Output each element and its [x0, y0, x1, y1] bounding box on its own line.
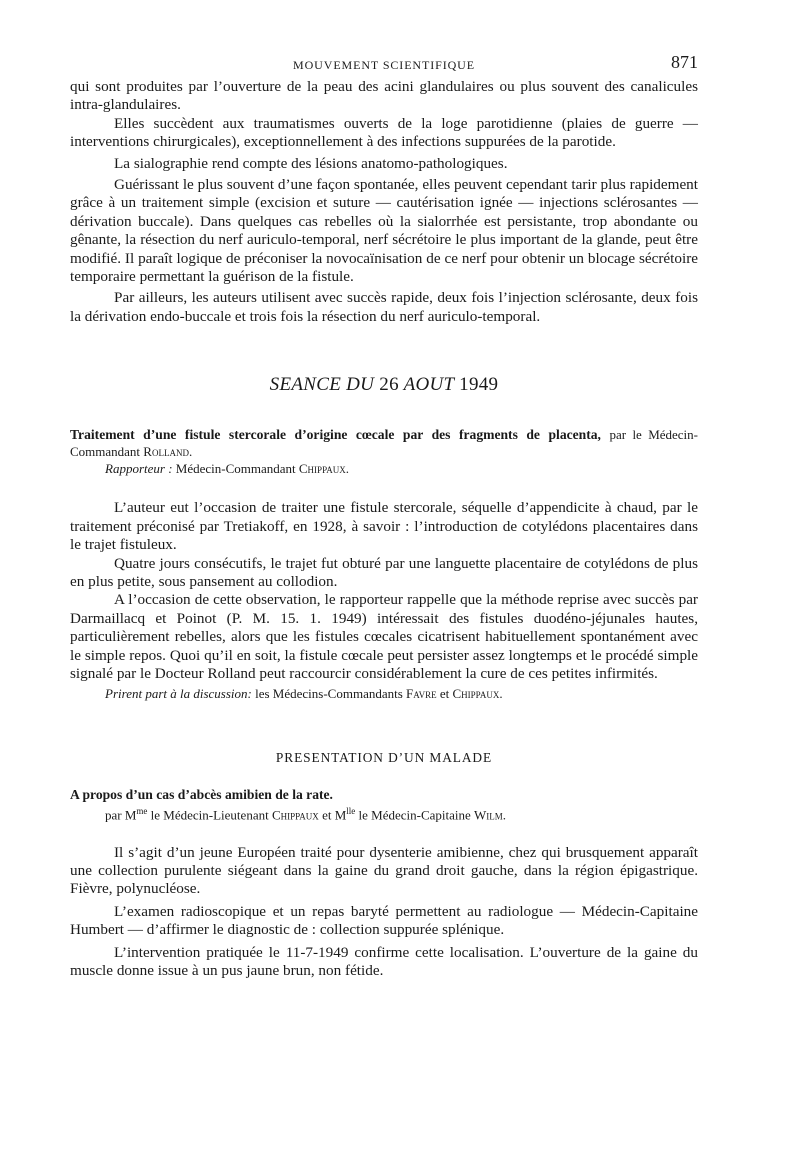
reporter-rank: Médecin-Commandant — [175, 461, 296, 477]
case-authors-and: et M — [318, 807, 347, 823]
session-title — [70, 374, 698, 396]
paragraph: Quatre jours consécutifs, le trajet fut obturé par une languette placentaire de cotylédons de plus en plus petite, sous pansement au collodion. — [70, 554, 698, 590]
article-author-name: Rolland. — [143, 444, 193, 460]
paragraph: L’auteur eut l’occasion de traiter une fistule stercorale, séquelle d’appendicite à chaud, par le traitement préconisé par Tretiakoff, en 1928, à savoir : l’introduction de cotylédons placentaires dans le trajet fistuleux. — [70, 499, 698, 554]
paragraph: Par ailleurs, les auteurs utilisent avec succès rapide, deux fois l’injection sclérosante, deux fois la dérivation endo-buccale et trois fois la résection du nerf auriculo-temporal. — [70, 289, 698, 325]
running-head: MOUVEMENT SCIENTIFIQUE — [293, 58, 475, 72]
discussion-text: les Médecins-Commandants — [255, 686, 403, 702]
case-authors-prefix: par M — [105, 807, 137, 823]
paragraph: Guérissant le plus souvent d’une façon spontanée, elles peuvent cependant tarir plus rapidement grâce à un traitement simple (excision et suture — cautérisation ignée — injections sclérosantes — dérivation buccale). Dans quelques cas rebelles où la sialorrhée est persistante, trop abondante ou gênante, la résection du nerf auriculo-temporal, nerf sécrétoire le plus important de la glande, peut être modifié. Il paraît logique de préconiser la novocaïnisation de ce nerf pour obtenir un blocage sécrétoire temporaire permettant la guérison de la fistule. — [70, 176, 698, 286]
discussion-and: et — [439, 686, 450, 702]
paragraph: Il s’agit d’un jeune Européen traité pour dysenterie amibienne, chez qui brusquement apparaît une collection purulente siégeant dans la gaine du grand droit gauche, dans la région épigastrique. Fièvre, polynucléose. — [70, 843, 698, 898]
page-number: 871 — [671, 52, 698, 72]
journal-page — [70, 52, 698, 981]
paragraph: La sialographie rend compte des lésions anatomo-pathologiques. — [114, 154, 508, 172]
article-author-rank: par le Médecin-Commandant — [70, 427, 698, 460]
section-title-presentation: PRESENTATION D’UN MALADE — [275, 750, 493, 766]
paragraph: L’examen radioscopique et un repas baryté permettent au radiologue — Médecin-Capitaine Humbert — d’affirmer le diagnostic de : collection suppurée splénique. — [70, 902, 698, 939]
discussion-name-2: Chippaux. — [452, 686, 503, 702]
session-day: 26 — [379, 374, 399, 396]
discussion-note — [70, 685, 698, 702]
case-mlle-superscript: lle — [346, 806, 356, 817]
case-authors — [70, 803, 698, 823]
case-title: A propos d’un cas d’abcès amibien de la rate. — [70, 787, 333, 803]
article-title-text: Traitement d’une fistule stercorale d’origine cœcale par des fragments de placenta, — [70, 427, 601, 443]
session-month: AOUT — [403, 374, 455, 396]
reporter-label: Rapporteur : — [105, 461, 173, 477]
paragraph: qui sont produites par l’ouverture de la peau des acini glandulaires ou plus souvent des canalicules intra-glandulaires. — [70, 78, 698, 114]
paragraph: A l’occasion de cette observation, le rapporteur rappelle que la méthode reprise avec succès par Darmaillacq et Poinot (P. M. 15. 1. 1949) intéressait des fistules duodéno-jéjunales hautes, particulièrement rebelles, alors que les fistules cœcales cicatrisent habituellement spontanément avec le simple repos. Quoi qu’il en soit, la fistule cœcale peut persister assez longtemps et le procédé simple signalé par le Docteur Rolland peut raccourcir considérablement la cure de ces petites infirmités. — [70, 591, 698, 682]
page-header — [70, 52, 698, 78]
reporter-name: Chippaux. — [298, 461, 349, 477]
article-reporter — [70, 460, 698, 477]
case-author-1: Chippaux — [271, 807, 319, 823]
case-authors-mid: le Médecin-Lieutenant — [147, 807, 272, 823]
paragraph: L’intervention pratiquée le 11-7-1949 confirme cette localisation. L’ouverture de la gaine du muscle donne issue à un pus jaune brun, non fétide. — [70, 943, 698, 980]
article-title — [70, 426, 698, 460]
session-year: 1949 — [459, 374, 499, 396]
case-author-2: Wilm. — [474, 807, 507, 823]
discussion-name-1: Favre — [406, 686, 437, 702]
session-title-text: SEANCE DU — [269, 374, 375, 396]
paragraph: Elles succèdent aux traumatismes ouverts de la loge parotidienne (plaies de guerre — interventions chirurgicales), exceptionnellement à des infections suppurées de la parotide. — [70, 114, 698, 151]
discussion-label: Prirent part à la discussion: — [105, 686, 252, 702]
case-authors-end: le Médecin-Capitaine — [355, 807, 475, 823]
case-mme-superscript: me — [136, 806, 148, 817]
